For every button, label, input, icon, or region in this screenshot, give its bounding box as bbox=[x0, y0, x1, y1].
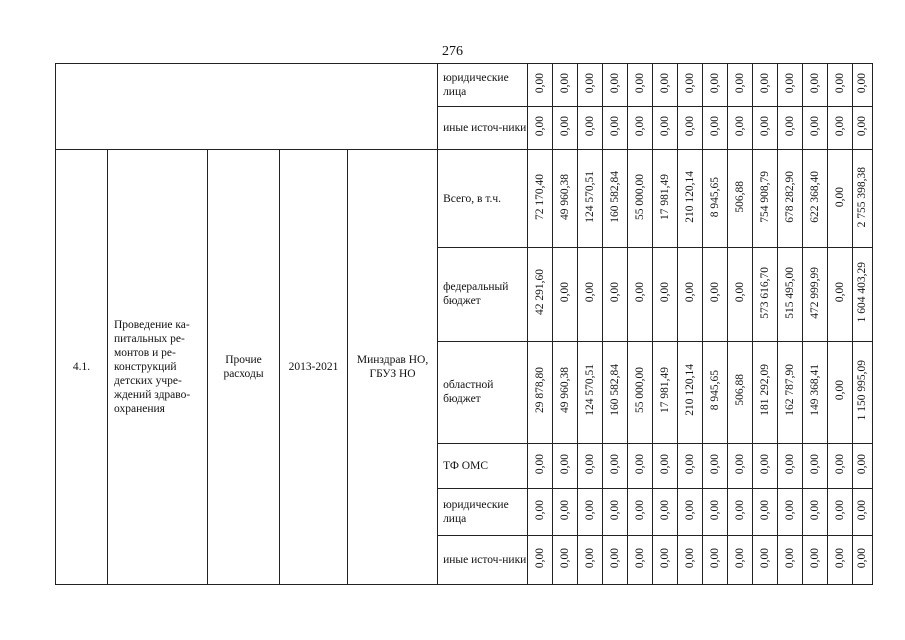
amount-value: 0,00 bbox=[808, 547, 821, 568]
amount-value: 0,00 bbox=[856, 547, 869, 568]
amount-cell bbox=[728, 341, 753, 443]
amount-cell bbox=[803, 341, 828, 443]
amount-value: 0,00 bbox=[608, 116, 621, 137]
amount-cell bbox=[828, 535, 853, 584]
amount-value: 0,00 bbox=[708, 282, 721, 303]
amount-cell bbox=[753, 107, 778, 150]
funding-source: Всего, в т.ч. bbox=[438, 150, 528, 248]
amount-value: 49 960,38 bbox=[558, 173, 571, 220]
amount-cell bbox=[628, 443, 653, 488]
page-number: 276 bbox=[442, 44, 463, 59]
amount-value: 1 150 995,09 bbox=[856, 359, 869, 421]
amount-value: 0,00 bbox=[833, 282, 846, 303]
amount-value: 0,00 bbox=[583, 453, 596, 474]
amount-cell bbox=[578, 150, 603, 248]
amount-cell bbox=[753, 341, 778, 443]
amount-cell bbox=[603, 488, 628, 535]
amount-cell bbox=[528, 535, 553, 584]
amount-value: 181 292,09 bbox=[758, 364, 771, 416]
amount-cell bbox=[778, 64, 803, 107]
amount-value: 472 999,99 bbox=[808, 266, 821, 319]
amount-cell bbox=[553, 341, 578, 443]
amount-cell bbox=[728, 443, 753, 488]
amount-cell bbox=[578, 341, 603, 443]
amount-value: 0,00 bbox=[856, 499, 869, 520]
amount-cell bbox=[678, 341, 703, 443]
amount-cell bbox=[728, 150, 753, 248]
amount-cell bbox=[753, 64, 778, 107]
amount-cell bbox=[828, 248, 853, 341]
amount-cell bbox=[703, 443, 728, 488]
amount-cell bbox=[603, 535, 628, 584]
amount-value: 2 755 398,38 bbox=[856, 166, 869, 227]
funding-source: федеральный бюджет bbox=[438, 248, 528, 341]
amount-value: 0,00 bbox=[583, 282, 596, 303]
amount-cell bbox=[703, 341, 728, 443]
amount-value: 0,00 bbox=[658, 499, 671, 520]
amount-cell bbox=[528, 341, 553, 443]
amount-cell bbox=[678, 64, 703, 107]
amount-value: 0,00 bbox=[608, 499, 621, 520]
amount-cell bbox=[528, 150, 553, 248]
amount-cell bbox=[653, 341, 678, 443]
amount-cell bbox=[803, 488, 828, 535]
amount-value: 0,00 bbox=[633, 499, 646, 520]
amount-value: 0,00 bbox=[783, 116, 796, 137]
item-name: Проведение ка-питальных ре-монтов и ре-конструкций детских учре-ждений здраво-охранения bbox=[108, 150, 208, 585]
amount-cell bbox=[728, 488, 753, 535]
table-row bbox=[56, 150, 873, 248]
amount-value: 0,00 bbox=[783, 72, 796, 94]
amount-value: 0,00 bbox=[608, 282, 621, 303]
amount-cell bbox=[628, 248, 653, 341]
amount-cell bbox=[553, 248, 578, 341]
amount-value: 0,00 bbox=[658, 116, 671, 137]
amount-value: 0,00 bbox=[608, 72, 621, 94]
amount-cell bbox=[678, 443, 703, 488]
amount-value: 0,00 bbox=[633, 547, 646, 568]
amount-cell bbox=[653, 535, 678, 584]
amount-value: 0,00 bbox=[833, 186, 846, 207]
amount-cell bbox=[753, 535, 778, 584]
item-number: 4.1. bbox=[56, 150, 108, 585]
amount-value: 573 616,70 bbox=[758, 266, 771, 319]
amount-cell bbox=[553, 443, 578, 488]
amount-value: 1 604 403,29 bbox=[856, 262, 869, 323]
amount-value: 72 170,40 bbox=[533, 173, 546, 220]
amount-value: 0,00 bbox=[833, 453, 846, 474]
amount-value: 0,00 bbox=[758, 499, 771, 520]
amount-cell bbox=[528, 64, 553, 107]
amount-cell bbox=[628, 64, 653, 107]
amount-value: 0,00 bbox=[808, 116, 821, 137]
amount-cell bbox=[728, 248, 753, 341]
amount-cell bbox=[853, 443, 873, 488]
period: 2013-2021 bbox=[280, 150, 348, 585]
amount-value: 0,00 bbox=[533, 499, 546, 520]
amount-cell bbox=[578, 64, 603, 107]
amount-cell bbox=[703, 248, 728, 341]
table-row bbox=[56, 64, 873, 107]
amount-cell bbox=[528, 107, 553, 150]
amount-cell bbox=[653, 443, 678, 488]
amount-cell bbox=[803, 535, 828, 584]
amount-value: 0,00 bbox=[533, 547, 546, 568]
amount-value: 162 787,90 bbox=[783, 364, 796, 416]
amount-cell bbox=[578, 535, 603, 584]
amount-cell bbox=[853, 64, 873, 107]
amount-value: 0,00 bbox=[808, 72, 821, 94]
amount-value: 678 282,90 bbox=[783, 170, 796, 223]
amount-value: 0,00 bbox=[833, 547, 846, 568]
amount-value: 0,00 bbox=[583, 72, 596, 94]
funding-source: иные источ-ники bbox=[438, 535, 528, 584]
amount-value: 0,00 bbox=[733, 72, 746, 94]
amount-value: 0,00 bbox=[558, 499, 571, 520]
amount-value: 506,88 bbox=[733, 180, 746, 213]
funding-source: юридические лица bbox=[438, 488, 528, 535]
amount-value: 0,00 bbox=[783, 547, 796, 568]
amount-cell bbox=[578, 107, 603, 150]
amount-cell bbox=[653, 107, 678, 150]
amount-value: 0,00 bbox=[658, 282, 671, 303]
amount-cell bbox=[628, 107, 653, 150]
amount-cell bbox=[653, 64, 678, 107]
amount-cell bbox=[578, 248, 603, 341]
amount-value: 0,00 bbox=[856, 453, 869, 474]
amount-cell bbox=[528, 248, 553, 341]
amount-value: 0,00 bbox=[633, 72, 646, 94]
amount-value: 49 960,38 bbox=[558, 367, 571, 414]
amount-cell bbox=[553, 535, 578, 584]
amount-cell bbox=[803, 443, 828, 488]
amount-value: 506,88 bbox=[733, 374, 746, 406]
amount-value: 0,00 bbox=[758, 72, 771, 94]
amount-value: 210 120,14 bbox=[683, 364, 696, 416]
amount-cell bbox=[853, 248, 873, 341]
amount-cell bbox=[678, 150, 703, 248]
amount-cell bbox=[603, 150, 628, 248]
amount-cell bbox=[778, 341, 803, 443]
amount-cell bbox=[528, 443, 553, 488]
amount-cell bbox=[678, 107, 703, 150]
amount-cell bbox=[653, 248, 678, 341]
amount-value: 8 945,65 bbox=[708, 176, 721, 217]
amount-value: 0,00 bbox=[658, 453, 671, 474]
amount-cell bbox=[778, 488, 803, 535]
amount-value: 0,00 bbox=[833, 116, 846, 137]
amount-cell bbox=[553, 488, 578, 535]
amount-value: 8 945,65 bbox=[708, 369, 721, 411]
expense-type: Прочие расходы bbox=[208, 150, 280, 585]
amount-cell bbox=[828, 64, 853, 107]
funding-table bbox=[55, 63, 873, 585]
amount-value: 515 495,00 bbox=[783, 266, 796, 319]
amount-cell bbox=[628, 488, 653, 535]
amount-value: 0,00 bbox=[683, 72, 696, 94]
amount-cell bbox=[578, 443, 603, 488]
amount-value: 0,00 bbox=[808, 453, 821, 474]
amount-value: 0,00 bbox=[683, 116, 696, 137]
amount-value: 55 000,00 bbox=[633, 173, 646, 220]
amount-cell bbox=[728, 107, 753, 150]
amount-value: 0,00 bbox=[758, 453, 771, 474]
amount-cell bbox=[803, 150, 828, 248]
empty-merged-cell bbox=[56, 64, 438, 150]
amount-value: 0,00 bbox=[683, 453, 696, 474]
amount-value: 0,00 bbox=[783, 499, 796, 520]
funding-source: областной бюджет bbox=[438, 341, 528, 443]
amount-cell bbox=[828, 488, 853, 535]
amount-cell bbox=[828, 443, 853, 488]
amount-cell bbox=[728, 64, 753, 107]
amount-cell bbox=[603, 341, 628, 443]
amount-value: 160 582,84 bbox=[608, 170, 621, 223]
amount-value: 0,00 bbox=[558, 116, 571, 137]
amount-cell bbox=[703, 64, 728, 107]
amount-cell bbox=[828, 107, 853, 150]
amount-cell bbox=[603, 248, 628, 341]
amount-value: 0,00 bbox=[608, 547, 621, 568]
amount-value: 0,00 bbox=[558, 72, 571, 94]
amount-cell bbox=[553, 64, 578, 107]
amount-cell bbox=[553, 107, 578, 150]
amount-value: 160 582,84 bbox=[608, 364, 621, 416]
amount-cell bbox=[603, 443, 628, 488]
amount-value: 754 908,79 bbox=[758, 170, 771, 223]
amount-value: 0,00 bbox=[533, 453, 546, 474]
amount-value: 0,00 bbox=[856, 116, 869, 137]
amount-cell bbox=[778, 107, 803, 150]
amount-value: 0,00 bbox=[558, 282, 571, 303]
amount-value: 0,00 bbox=[733, 499, 746, 520]
amount-value: 0,00 bbox=[583, 116, 596, 137]
amount-cell bbox=[728, 535, 753, 584]
amount-value: 0,00 bbox=[856, 72, 869, 94]
amount-value: 0,00 bbox=[758, 547, 771, 568]
amount-cell bbox=[803, 107, 828, 150]
amount-value: 0,00 bbox=[658, 547, 671, 568]
amount-value: 0,00 bbox=[708, 116, 721, 137]
amount-value: 0,00 bbox=[558, 547, 571, 568]
amount-cell bbox=[703, 150, 728, 248]
amount-value: 0,00 bbox=[733, 116, 746, 137]
amount-value: 29 878,80 bbox=[533, 367, 546, 414]
amount-cell bbox=[653, 488, 678, 535]
amount-value: 622 368,40 bbox=[808, 170, 821, 223]
amount-value: 17 981,49 bbox=[658, 173, 671, 220]
amount-value: 0,00 bbox=[783, 453, 796, 474]
amount-value: 0,00 bbox=[683, 282, 696, 303]
amount-cell bbox=[803, 64, 828, 107]
amount-cell bbox=[853, 535, 873, 584]
amount-cell bbox=[603, 64, 628, 107]
amount-value: 0,00 bbox=[633, 453, 646, 474]
amount-cell bbox=[678, 248, 703, 341]
amount-value: 0,00 bbox=[733, 453, 746, 474]
amount-cell bbox=[753, 150, 778, 248]
amount-value: 0,00 bbox=[533, 116, 546, 137]
amount-value: 0,00 bbox=[733, 282, 746, 303]
amount-cell bbox=[703, 107, 728, 150]
amount-value: 0,00 bbox=[633, 116, 646, 137]
amount-value: 17 981,49 bbox=[658, 367, 671, 414]
funding-source: иные источ-ники bbox=[438, 107, 528, 150]
amount-value: 0,00 bbox=[683, 547, 696, 568]
amount-cell bbox=[628, 150, 653, 248]
amount-cell bbox=[628, 535, 653, 584]
amount-value: 210 120,14 bbox=[683, 170, 696, 223]
amount-cell bbox=[828, 150, 853, 248]
amount-value: 0,00 bbox=[808, 499, 821, 520]
amount-cell bbox=[578, 488, 603, 535]
amount-value: 0,00 bbox=[608, 453, 621, 474]
funding-source: ТФ ОМС bbox=[438, 443, 528, 488]
amount-value: 0,00 bbox=[558, 453, 571, 474]
amount-value: 0,00 bbox=[658, 72, 671, 94]
amount-value: 0,00 bbox=[708, 453, 721, 474]
funding-source: юридические лица bbox=[438, 64, 528, 107]
amount-value: 149 368,41 bbox=[808, 364, 821, 416]
amount-value: 0,00 bbox=[633, 282, 646, 303]
amount-cell bbox=[553, 150, 578, 248]
amount-cell bbox=[828, 341, 853, 443]
amount-cell bbox=[753, 443, 778, 488]
amount-cell bbox=[778, 150, 803, 248]
amount-value: 0,00 bbox=[583, 547, 596, 568]
amount-cell bbox=[778, 443, 803, 488]
amount-cell bbox=[653, 150, 678, 248]
amount-cell bbox=[778, 535, 803, 584]
amount-value: 42 291,60 bbox=[533, 269, 546, 316]
amount-value: 0,00 bbox=[708, 547, 721, 568]
amount-cell bbox=[703, 488, 728, 535]
amount-value: 124 570,51 bbox=[583, 364, 596, 416]
executor: Минздрав НО, ГБУЗ НО bbox=[348, 150, 438, 585]
amount-value: 0,00 bbox=[533, 72, 546, 94]
amount-value: 55 000,00 bbox=[633, 367, 646, 414]
amount-value: 0,00 bbox=[683, 499, 696, 520]
amount-cell bbox=[628, 341, 653, 443]
amount-cell bbox=[853, 488, 873, 535]
amount-cell bbox=[803, 248, 828, 341]
amount-cell bbox=[603, 107, 628, 150]
amount-cell bbox=[853, 107, 873, 150]
amount-cell bbox=[678, 488, 703, 535]
amount-value: 0,00 bbox=[833, 72, 846, 94]
amount-cell bbox=[778, 248, 803, 341]
amount-value: 0,00 bbox=[758, 116, 771, 137]
amount-value: 0,00 bbox=[708, 72, 721, 94]
amount-cell bbox=[753, 488, 778, 535]
amount-cell bbox=[703, 535, 728, 584]
amount-value: 0,00 bbox=[833, 380, 846, 401]
amount-cell bbox=[753, 248, 778, 341]
amount-cell bbox=[678, 535, 703, 584]
amount-value: 0,00 bbox=[733, 547, 746, 568]
amount-cell bbox=[853, 341, 873, 443]
amount-value: 0,00 bbox=[708, 499, 721, 520]
amount-value: 0,00 bbox=[583, 499, 596, 520]
amount-value: 124 570,51 bbox=[583, 170, 596, 223]
amount-value: 0,00 bbox=[833, 499, 846, 520]
amount-cell bbox=[528, 488, 553, 535]
amount-cell bbox=[853, 150, 873, 248]
